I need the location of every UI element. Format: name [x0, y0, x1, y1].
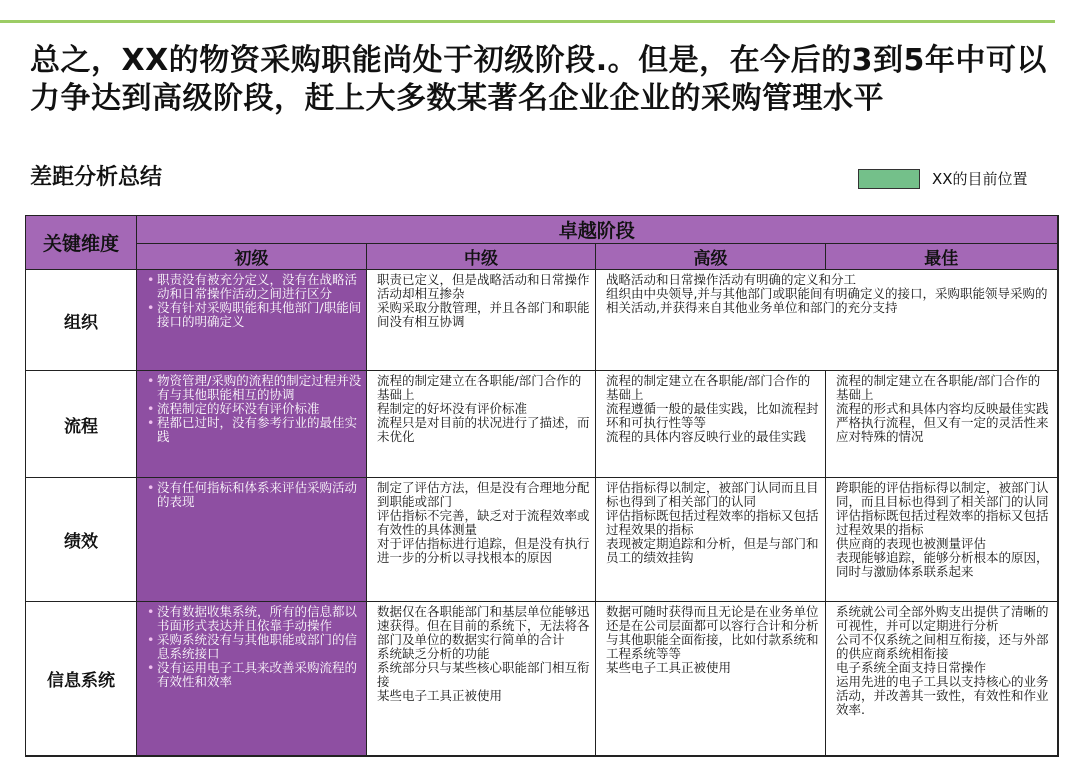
cell-text: 公司不仅系统之间相互衔接，还与外部的供应商系统相衔接 [836, 632, 1049, 661]
cell-text: 流程的形式和具体内容均反映最佳实践 [836, 401, 1049, 416]
cell-text: 某些电子工具正被使用 [606, 660, 732, 675]
cell-advanced-best [596, 270, 1058, 371]
table-row [26, 602, 1058, 757]
list-item: • 程都已过时，没有参考行业的最佳实践 [147, 416, 362, 444]
cell-advanced [596, 478, 826, 602]
list-item: • 流程制定的好坏没有评价标准 [147, 402, 362, 416]
cell-initial [137, 270, 367, 371]
cell-text: 制定了评估方法，但是没有合理地分配到职能或部门 [377, 480, 590, 509]
row-header-organization: 组织 [26, 270, 137, 371]
cell-text: 表现被定期追踪和分析，但是与部门和员工的绩效挂钩 [606, 536, 819, 565]
list-item: • 采购系统没有与其他职能或部门的信息系统接口 [147, 633, 362, 661]
page-subtitle: 差距分析总结 [30, 165, 163, 190]
level-header-initial: 初级 [137, 244, 367, 270]
cell-text: 某些电子工具正被使用 [377, 688, 503, 703]
legend-label: XX的目前位置 [932, 170, 1028, 188]
cell-intermediate [367, 371, 596, 478]
cell-intermediate [367, 270, 596, 371]
cell-advanced [596, 602, 826, 757]
level-header-advanced: 高级 [596, 244, 826, 270]
list-item: • 没有运用电子工具来改善采购流程的有效性和效率 [147, 661, 362, 689]
cell-text: 系统缺乏分析的功能 [377, 646, 490, 661]
cell-text: 评估指标不完善，缺乏对于流程效率或有效性的具体测量 [377, 508, 590, 537]
cell-text: 程制定的好坏没有评价标准 [377, 401, 528, 416]
table-row [26, 371, 1058, 478]
cell-text: 流程的制定建立在各职能/部门合作的基础上 [377, 373, 582, 402]
top-accent-line [0, 20, 1055, 23]
cell-advanced [596, 371, 826, 478]
list-item: • 没有针对采购职能和其他部门/职能间接口的明确定义 [147, 301, 362, 329]
level-header-intermediate: 中级 [367, 244, 596, 270]
cell-text: 评估指标得以制定，被部门认同而且目标也得到了相关部门的认同 [606, 480, 819, 509]
cell-text: 流程的制定建立在各职能/部门合作的基础上 [606, 373, 811, 402]
cell-initial [137, 371, 367, 478]
cell-text: 数据仅在各职能部门和基层单位能够迅速获得。但在目前的系统下，无法将各部门及单位的数据实行简单的合计 [377, 604, 590, 647]
gap-analysis-table [25, 215, 1059, 757]
cell-text: 采购采取分散管理，并且各部门和职能间没有相互协调 [377, 300, 590, 329]
cell-text: 流程只是对目前的状况进行了描述，而未优化 [377, 415, 590, 444]
cell-best [826, 478, 1058, 602]
cell-text: 跨职能的评估指标得以制定，被部门认同，而且目标也得到了相关部门的认同 [836, 480, 1049, 509]
cell-text: 运用先进的电子工具以支持核心的业务活动，并改善其一致性，有效性和作业效率. [836, 674, 1049, 717]
cell-text: 与其他职能全面衔接，比如付款系统和工程系统等等 [606, 632, 819, 661]
row-header-performance: 绩效 [26, 478, 137, 602]
cell-intermediate [367, 602, 596, 757]
list-item: • 职责没有被充分定义，没有在战略活动和日常操作活动之间进行区分 [147, 273, 362, 301]
cell-text: 供应商的表现也被测量评估 [836, 536, 987, 551]
cell-best [826, 371, 1058, 478]
cell-text: 组织由中央领导,并与其他部门或职能间有明确定义的接口，采购职能领导采购的相关活动,并获得来自其他业务单位和部门的充分支持 [606, 286, 1048, 315]
cell-text: 系统部分只与某些核心职能部门相互衔接 [377, 660, 590, 689]
cell-initial [137, 602, 367, 757]
cell-text: 流程遵循一般的最佳实践，比如流程封环和可执行性等等 [606, 401, 819, 430]
row-header-process: 流程 [26, 371, 137, 478]
cell-text: 流程的具体内容反映行业的最佳实践 [606, 429, 807, 444]
cell-text: 对于评估指标进行追踪，但是没有执行进一步的分析以寻找根本的原因 [377, 536, 590, 565]
table-row [26, 270, 1058, 371]
cell-best [826, 602, 1058, 757]
cell-text: 职责已定义，但是战略活动和日常操作活动却相互掺杂 [377, 272, 590, 301]
stage-header: 卓越阶段 [137, 216, 1058, 244]
cell-text: 战略活动和日常操作活动有明确的定义和分工 [606, 272, 857, 287]
legend-swatch [858, 169, 920, 189]
dimension-header: 关键维度 [26, 216, 137, 270]
row-header-information-system: 信息系统 [26, 602, 137, 757]
cell-text: 严格执行流程，但又有一定的灵活性来应对特殊的情况 [836, 415, 1049, 444]
list-item: • 物资管理/采购的流程的制定过程并没有与其他职能相互的协调 [147, 374, 362, 402]
cell-text: 数据可随时获得而且无论是在业务单位还是在公司层面都可以容行合计和分析 [606, 604, 819, 633]
cell-text: 评估指标既包括过程效率的指标又包括过程效果的指标 [836, 508, 1049, 537]
legend [858, 168, 1028, 189]
cell-text: 流程的制定建立在各职能/部门合作的基础上 [836, 373, 1041, 402]
cell-text: 电子系统全面支持日常操作 [836, 660, 987, 675]
page-title: 总之，XX的物资采购职能尚处于初级阶段.。但是，在今后的3到5年中可以力争达到高级阶段，赶上大多数某著名企业企业的采购管理水平 [30, 43, 1047, 116]
list-item: • 没有任何指标和体系来评估采购活动的表现 [147, 481, 362, 509]
list-item: • 没有数据收集系统，所有的信息都以书面形式表达并且依靠手动操作 [147, 605, 362, 633]
cell-intermediate [367, 478, 596, 602]
cell-initial [137, 478, 367, 602]
level-header-best: 最佳 [826, 244, 1058, 270]
cell-text: 系统就公司全部外购支出提供了清晰的可视性，并可以定期进行分析 [836, 604, 1049, 633]
cell-text: 评估指标既包括过程效率的指标又包括过程效果的指标 [606, 508, 819, 537]
cell-text: 表现能够追踪，能够分析根本的原因，同时与激励体系联系起来 [836, 550, 1049, 579]
table-row [26, 478, 1058, 602]
